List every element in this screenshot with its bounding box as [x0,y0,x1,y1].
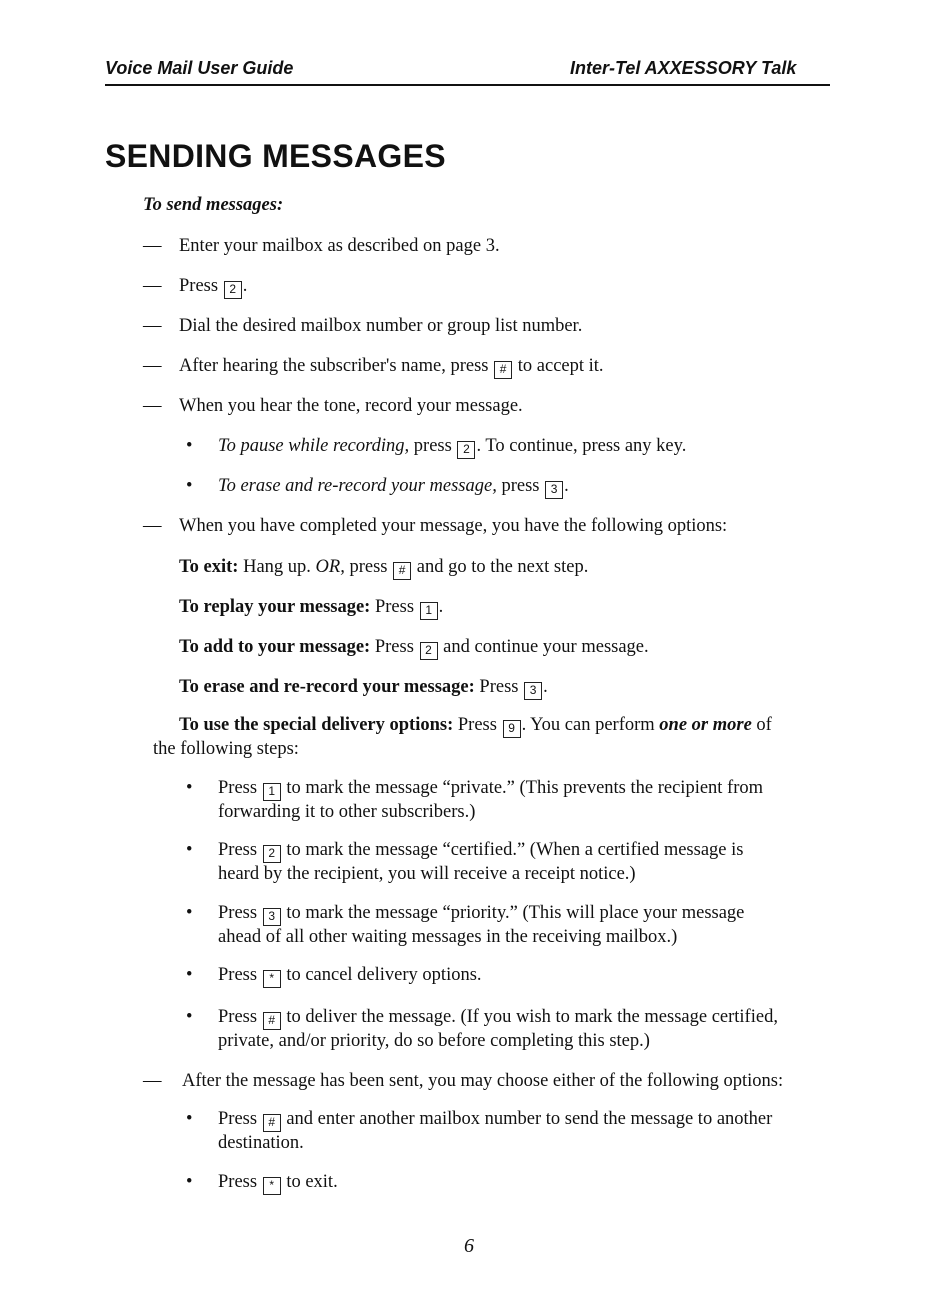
text: To add to your message: [179,637,371,657]
text: Press [179,276,223,296]
key-star-icon: * [263,1177,281,1195]
option-replay [179,595,443,620]
text: Press [218,965,262,985]
bullet-pause-recording [218,434,686,459]
step-accept-name [179,354,604,379]
text: After hearing the subscriber's name, press [179,356,494,376]
key-2-icon: 2 [457,441,475,459]
text: and enter another mailbox number to send the message to another [281,1109,773,1129]
header-rule [105,84,830,86]
bullet-mark-certified-cont: heard by the recipient, you will receive a receipt notice.) [218,864,636,884]
text: Press [474,677,524,697]
text: press [344,557,393,577]
bullet-deliver-message-cont: private, and/or priority, do so before completing this step.) [218,1031,650,1051]
key-2-icon: 2 [224,281,242,299]
page-number: 6 [464,1235,474,1257]
bullet-marker: • [186,965,193,985]
bullet-mark-certified [218,838,743,863]
text: and continue your message. [438,637,649,657]
bullet-marker: • [186,476,193,496]
bullet-marker: • [186,778,193,798]
text: of [751,715,772,735]
key-3-icon: 3 [545,481,563,499]
key-star-icon: * [263,970,281,988]
text: Press [453,715,502,735]
bullet-mark-priority-cont: ahead of all other waiting messages in the receiving mailbox.) [218,927,678,947]
dash-marker: — [143,516,162,536]
text: To replay your message: [179,597,371,617]
step-record-message: When you hear the tone, record your message. [179,396,523,416]
option-special-delivery [179,713,772,738]
option-add [179,635,649,660]
text: . [438,597,444,617]
option-exit [179,555,588,580]
text: . [543,677,548,697]
bullet-deliver-message [218,1005,778,1030]
key-1-icon: 1 [420,602,438,620]
dash-marker: — [143,356,162,376]
bullet-marker: • [186,903,193,923]
text: to mark the message “priority.” (This will place your message [281,903,745,923]
step-dial-number: Dial the desired mailbox number or group list number. [179,316,583,336]
text: Press [218,778,262,798]
text: Press [218,1172,262,1192]
text: . [564,476,569,496]
key-9-icon: 9 [503,720,521,738]
page-title: SENDING MESSAGES [105,138,446,174]
key-hash-icon: # [263,1114,281,1132]
text: one or more [659,715,752,735]
dash-marker: — [143,1071,162,1091]
text: Press [218,903,262,923]
key-2-icon: 2 [420,642,438,660]
text: and go to the next step. [412,557,589,577]
text: Press [370,597,419,617]
bullet-send-another [218,1107,772,1132]
key-hash-icon: # [263,1012,281,1030]
text: Hang up. [238,557,316,577]
text: to exit. [281,1172,338,1192]
dash-marker: — [143,236,162,256]
bullet-mark-private-cont: forwarding it to other subscribers.) [218,802,476,822]
text: to cancel delivery options. [281,965,482,985]
section-subtitle: To send messages: [143,195,284,215]
text: OR, [315,557,345,577]
bullet-exit [218,1170,338,1195]
option-special-delivery-cont: the following steps: [153,739,299,759]
bullet-marker: • [186,1007,193,1027]
option-erase [179,675,548,700]
text: Press [218,1007,262,1027]
text: . To continue, press any key. [476,436,687,456]
bullet-erase-rerecord [218,474,569,499]
text: To exit: [179,557,239,577]
text: To erase and re-record your message: [179,677,475,697]
text: To use the special delivery options: [179,715,454,735]
text: to deliver the message. (If you wish to mark the message certified, [281,1007,778,1027]
bullet-marker: • [186,840,193,860]
bullet-mark-priority [218,901,744,926]
text: press [496,476,545,496]
step-enter-mailbox: Enter your mailbox as described on page 3. [179,236,500,256]
bullet-marker: • [186,436,193,456]
text: to mark the message “private.” (This prevents the recipient from [281,778,764,798]
bullet-mark-private [218,776,763,801]
text: To erase and re-record your message, [218,476,497,496]
bullet-marker: • [186,1109,193,1129]
key-hash-icon: # [393,562,411,580]
text: Press [370,637,419,657]
step-press-2 [179,274,247,299]
text: To pause while recording, [218,436,410,456]
text: Press [218,840,262,860]
key-2-icon: 2 [263,845,281,863]
header-left: Voice Mail User Guide [105,58,294,78]
dash-marker: — [143,276,162,296]
text: Press [218,1109,262,1129]
text: press [409,436,457,456]
dash-marker: — [143,396,162,416]
text: to accept it. [513,356,604,376]
key-1-icon: 1 [263,783,281,801]
bullet-send-another-cont: destination. [218,1133,304,1153]
key-3-icon: 3 [524,682,542,700]
text: . [242,276,248,296]
step-completed-options: When you have completed your message, you have the following options: [179,516,728,536]
dash-marker: — [143,316,162,336]
text: . You can perform [521,715,660,735]
header-right: Inter-Tel AXXESSORY Talk [570,58,797,78]
bullet-cancel-options [218,963,482,988]
key-hash-icon: # [494,361,512,379]
step-after-sent: After the message has been sent, you may choose either of the following options: [182,1071,784,1091]
key-3-icon: 3 [263,908,281,926]
bullet-marker: • [186,1172,193,1192]
text: to mark the message “certified.” (When a certified message is [281,840,744,860]
